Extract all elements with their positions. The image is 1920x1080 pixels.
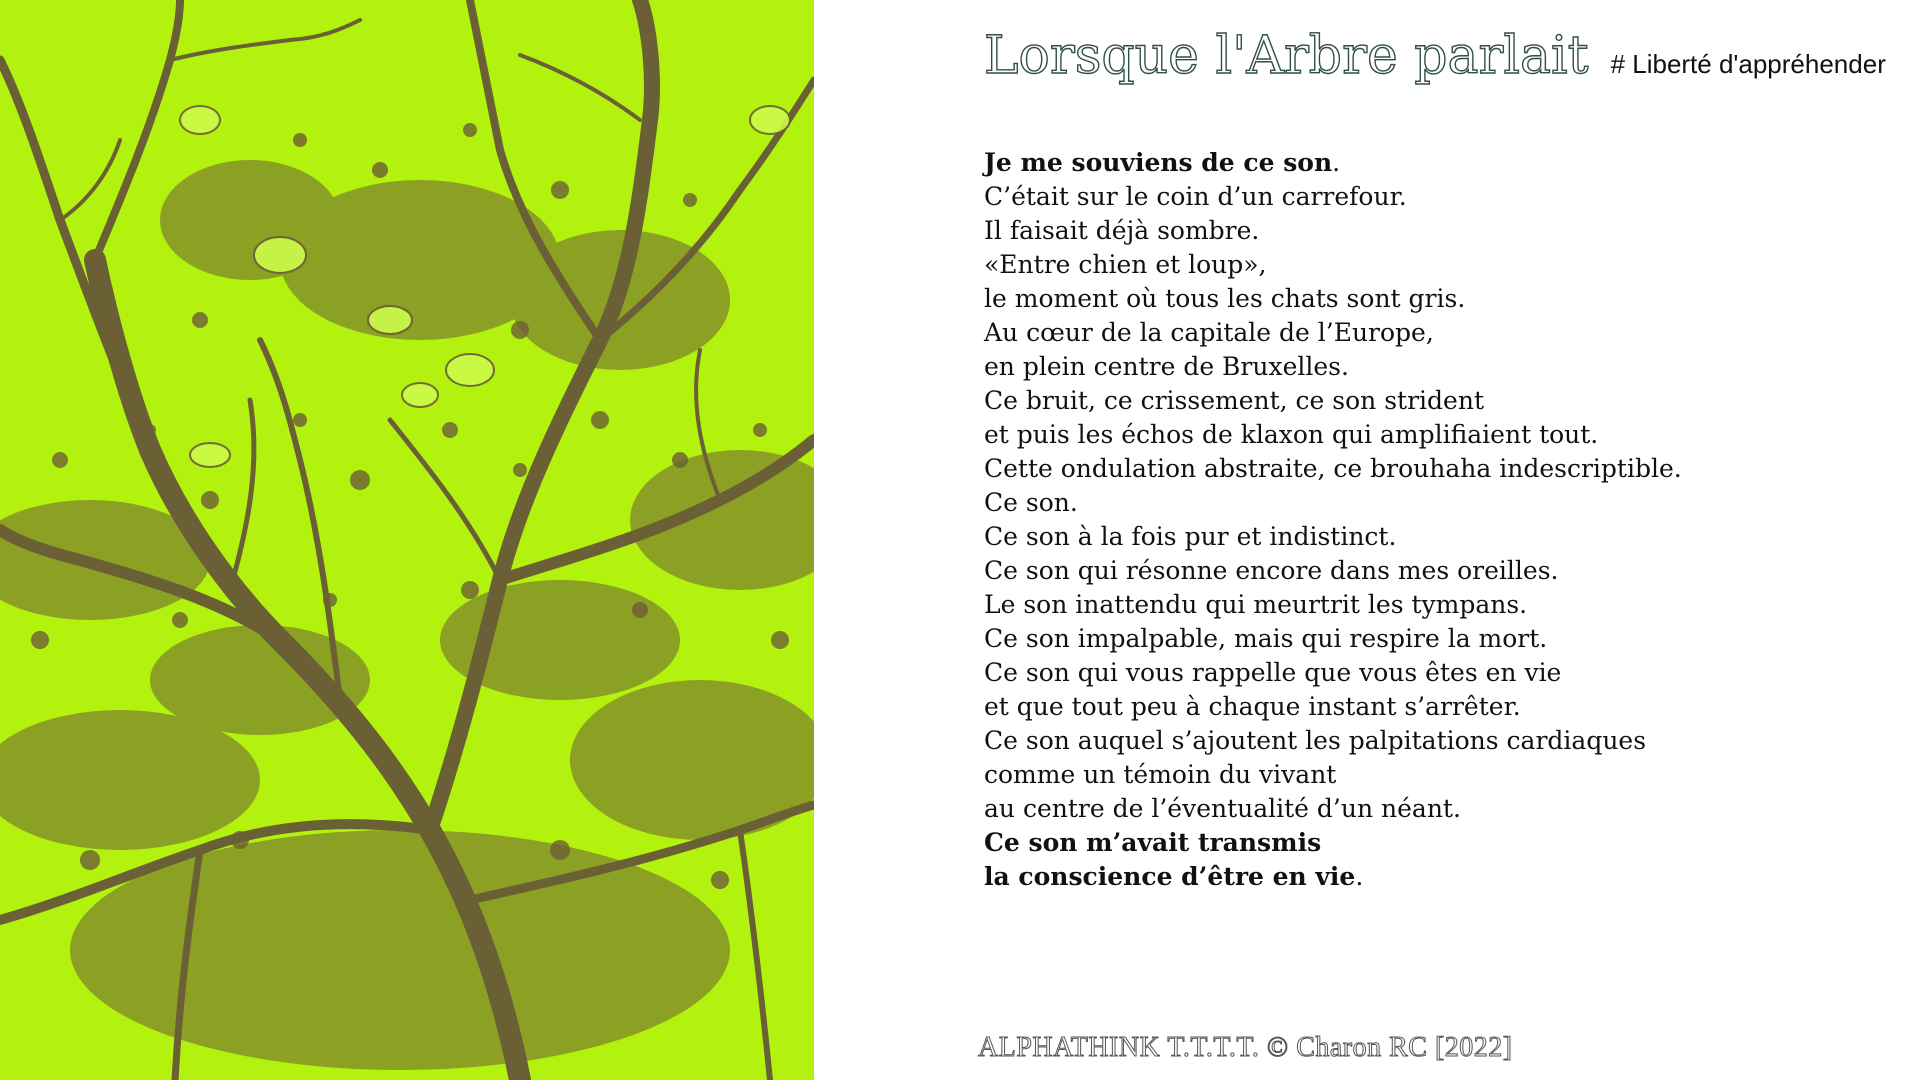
poem-line: Ce son qui vous rappelle que vous êtes en vie [984,658,1562,687]
poem-line: Au cœur de la capitale de l’Europe, [984,318,1434,347]
poem-body [984,146,1884,894]
poem-line: le moment où tous les chats sont gris. [984,284,1466,313]
poem-line: et que tout peu à chaque instant s’arrêter. [984,692,1521,721]
copyright-footer: ALPHATHINK T.T.T.T. © Charon RC [2022] [978,1032,1513,1063]
poem-line: au centre de l’éventualité d’un néant. [984,794,1461,823]
poem-line: comme un témoin du vivant [984,760,1337,789]
header [984,26,1904,102]
poem-closing-bold-2: la conscience d’être en vie [984,862,1356,891]
tree-artwork [0,0,814,1080]
page-title: Lorsque l'Arbre parlait [984,26,1589,86]
poem-line-last [984,860,1884,894]
poem-opening-bold: Je me souviens de ce son [984,148,1333,177]
poem-closing-bold-1: Ce son m’avait transmis [984,828,1322,857]
hashtag-label: # Liberté d'appréhender [1610,49,1886,79]
tree-branches-illustration [0,0,814,1080]
poem-line: Ce son. [984,488,1078,517]
poem-line: Ce son auquel s’ajoutent les palpitations cardiaques [984,726,1647,755]
poem-line: «Entre chien et loup», [984,250,1267,279]
poem-line: Ce bruit, ce crissement, ce son strident [984,386,1484,415]
poem-line: Ce son qui résonne encore dans mes oreilles. [984,556,1559,585]
poem-closing-punct: . [1355,862,1364,891]
poem-opening-punct: . [1332,148,1341,177]
poem-line: Il faisait déjà sombre. [984,216,1260,245]
poem-line-first [984,146,1884,180]
poem-line: Ce son à la fois pur et indistinct. [984,522,1397,551]
poem-line: C’était sur le coin d’un carrefour. [984,182,1407,211]
poem-line: Le son inattendu qui meurtrit les tympans. [984,590,1528,619]
poem-line: en plein centre de Bruxelles. [984,352,1349,381]
poem-line: Cette ondulation abstraite, ce brouhaha indescriptible. [984,454,1682,483]
poem-line: et puis les échos de klaxon qui amplifiaient tout. [984,420,1599,449]
poem-line: Ce son impalpable, mais qui respire la mort. [984,624,1548,653]
